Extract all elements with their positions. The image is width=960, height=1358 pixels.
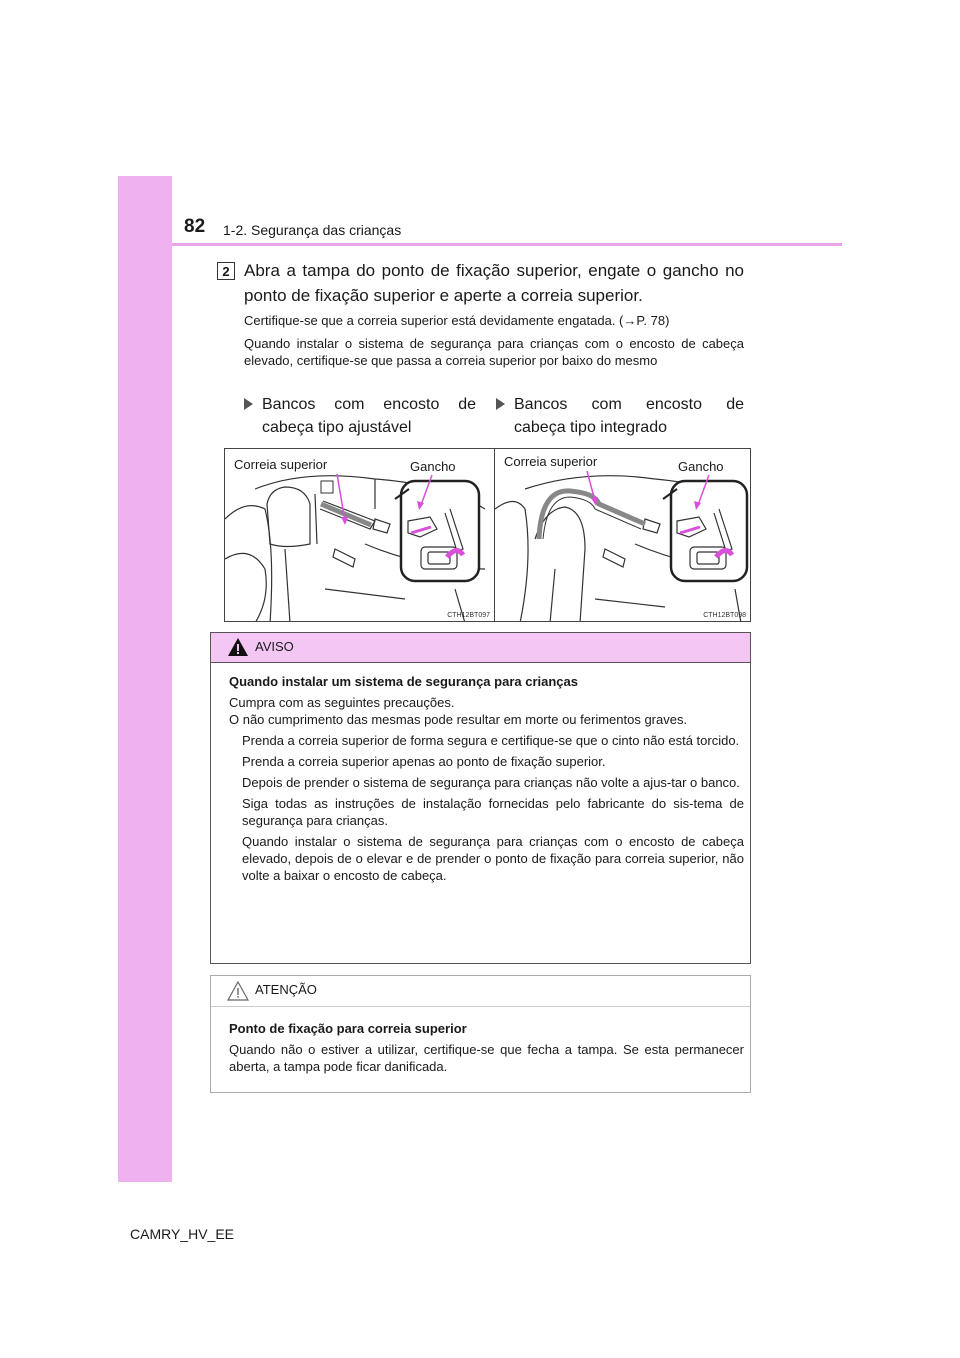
caution-heading: Ponto de fixação para correia superior <box>229 1021 467 1036</box>
warning-body <box>229 673 744 884</box>
footer-model-code: CAMRY_HV_EE <box>130 1226 235 1242</box>
sidebar-tab <box>118 176 172 1182</box>
illustration-adjustable-headrest <box>224 448 495 622</box>
triangle-bullet-icon <box>244 398 253 410</box>
warning-heading: Quando instalar um sistema de segurança para crianças <box>229 674 578 689</box>
caution-box <box>210 975 751 1093</box>
step-instruction: Abra a tampa do ponto de fixação superior, engate o gancho no ponto de fixação superior e aperte a correia superior. <box>244 261 744 305</box>
column-label-line1: Bancos com encosto de <box>514 396 744 413</box>
callout-top-strap: Correia superior <box>501 454 600 469</box>
warning-item: Siga todas as instruções de instalação fornecidas pelo fabricante do sis-tema de segurança para crianças. <box>242 796 744 828</box>
caution-title: ATENÇÃO <box>255 982 317 997</box>
warning-item: Prenda a correia superior de forma segura e certifique-se que o cinto não está torcido. <box>242 733 740 748</box>
caution-body <box>229 1020 744 1075</box>
column-label-line2: cabeça tipo ajustável <box>262 419 412 436</box>
step-note-2: Quando instalar o sistema de segurança para crianças com o encosto de cabeça elevado, certifique-se que passa a correia superior por baixo do mesmo <box>244 336 744 368</box>
seat-strap-drawing <box>495 449 751 622</box>
warning-box <box>210 632 751 964</box>
section-title: 1-2. Segurança das crianças <box>223 222 402 238</box>
caution-header <box>211 976 750 1007</box>
illustration-integrated-headrest <box>494 448 751 622</box>
column-label-line1: Bancos com encosto de <box>262 396 476 413</box>
warning-title: AVISO <box>255 639 294 654</box>
header-rule <box>172 243 842 246</box>
warning-item: Depois de prender o sistema de segurança para crianças não volte a ajus-tar o banco. <box>242 775 740 790</box>
column-label-line2: cabeça tipo integrado <box>514 419 667 436</box>
caution-text: Quando não o estiver a utilizar, certifique-se que fecha a tampa. Se esta permanecer aberta, a tampa pode ficar danificada. <box>229 1042 744 1074</box>
step-number-badge: 2 <box>217 262 235 280</box>
callout-hook: Gancho <box>675 459 727 474</box>
page-number: 82 <box>184 216 206 237</box>
warning-intro: Cumpra com as seguintes precauções. O não cumprimento das mesmas pode resultar em morte ou ferimentos graves. <box>229 695 688 727</box>
step-note-1: Certifique-se que a correia superior está devidamente engatada. (→P. 78) <box>244 313 670 328</box>
triangle-bullet-icon <box>496 398 505 410</box>
column-label-adjustable <box>244 393 476 439</box>
column-label-integrated <box>496 393 744 439</box>
warning-item: Prenda a correia superior apenas ao ponto de fixação superior. <box>242 754 606 769</box>
illustration-code: CTH12BT097 <box>447 612 490 619</box>
caution-triangle-icon <box>227 981 249 1001</box>
callout-top-strap: Correia superior <box>231 457 330 472</box>
warning-header <box>211 633 750 663</box>
warning-item: Quando instalar o sistema de segurança para crianças com o encosto de cabeça elevado, depois de o elevar e de prender o ponto de fixação para correia superior, não volte a baixar o encosto de cabeça. <box>242 834 744 883</box>
warning-triangle-icon <box>227 637 249 657</box>
callout-hook: Gancho <box>407 459 459 474</box>
illustration-code: CTH12BT098 <box>703 612 746 619</box>
seat-strap-drawing <box>225 449 495 622</box>
